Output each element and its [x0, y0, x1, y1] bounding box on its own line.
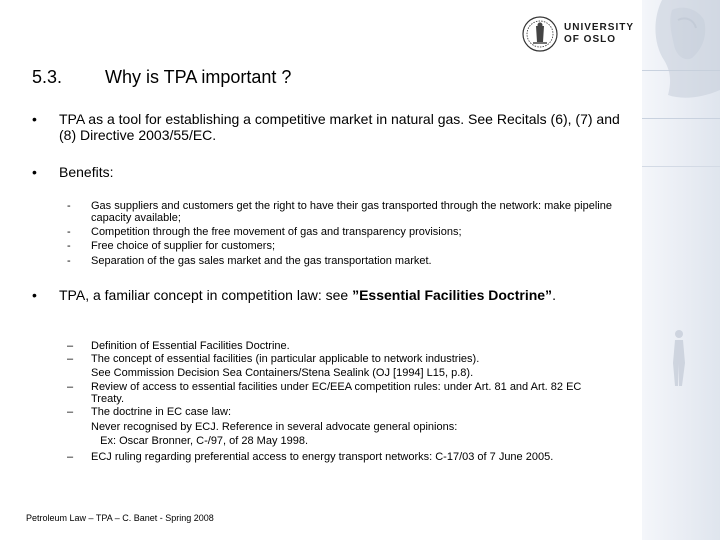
decorative-side-band [642, 0, 720, 540]
benefit-text: Separation of the gas sales market and the gas transportation market. [91, 255, 432, 267]
dash: – [67, 340, 74, 352]
bullet-text-bold: ”Essential Facilities Doctrine” [352, 287, 553, 303]
efd-text: See Commission Decision Sea Containers/Stena Sealink (OJ [1994] L15, p.8). [91, 367, 474, 379]
benefit-text: Competition through the free movement of gas and transparency provisions; [91, 226, 462, 238]
benefit-text: Free choice of supplier for customers; [91, 240, 276, 252]
slide-footer: Petroleum Law – TPA – C. Banet - Spring 2008 [26, 513, 214, 523]
dash: – [67, 381, 74, 393]
dash: - [67, 255, 71, 267]
statue-head-image [642, 0, 720, 140]
bullet-text [59, 287, 579, 303]
efd-text: Ex: Oscar Bronner, C-/97, of 28 May 1998. [91, 435, 309, 447]
dash: – [67, 406, 74, 418]
efd-text: ECJ ruling regarding preferential access to energy transport networks: C-17/03 of 7 June 2005. [91, 451, 554, 463]
efd-text: Definition of Essential Facilities Doctrine. [91, 340, 290, 352]
dash: – [67, 451, 74, 463]
bullet-text: TPA as a tool for establishing a competitive market in natural gas. See Recitals (6), (7) and (8) Directive 2003/55/EC. [59, 111, 620, 143]
dash: - [67, 226, 71, 238]
title-text: Why is TPA important ? [105, 67, 292, 87]
efd-text: Review of access to essential facilities under EC/EEA competition rules: under Art. 81 and Art. 82 EC Treaty. [91, 381, 582, 405]
efd-text: Never recognised by ECJ. Reference in several advocate general opinions: [91, 421, 458, 433]
bullet-text: Benefits: [59, 164, 114, 180]
logo-line-2: OF OSLO [564, 34, 616, 45]
efd-text: The concept of essential facilities (in particular applicable to network industries). [91, 353, 480, 365]
logo-line-1: UNIVERSITY [564, 22, 635, 33]
bullet-mark: • [32, 287, 37, 303]
dash: – [67, 353, 74, 365]
dash: - [67, 200, 71, 212]
university-logo [522, 16, 634, 52]
bullet-mark: • [32, 164, 37, 180]
section-number: 5.3. [32, 67, 63, 87]
bullet-text-prefix: TPA, a familiar concept in competition law: see [59, 287, 353, 303]
efd-text: The doctrine in EC case law: [91, 406, 232, 418]
figure-silhouette-image [670, 328, 688, 388]
university-seal-icon [522, 16, 558, 52]
bullet-text-suffix: . [552, 287, 556, 303]
dash: - [67, 240, 71, 252]
bullet-mark: • [32, 111, 37, 127]
benefit-text: Gas suppliers and customers get the right to have their gas transported through the network: make pipeline capacity available; [91, 200, 612, 224]
